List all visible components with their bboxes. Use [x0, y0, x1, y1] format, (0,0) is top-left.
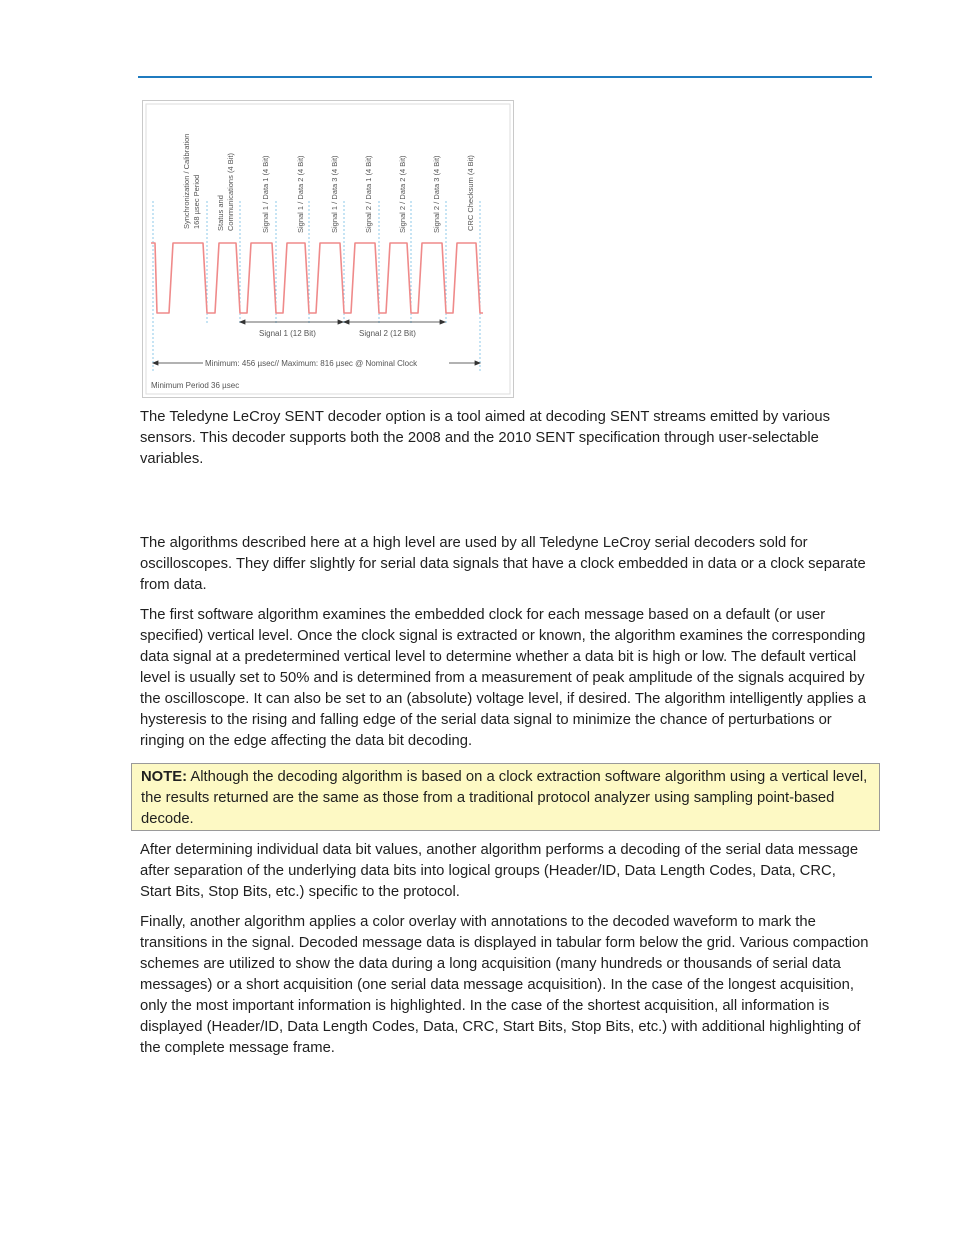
- field-label: CRC Checksum (4 Bit): [466, 155, 475, 231]
- signal1-span-label: Signal 1 (12 Bit): [259, 329, 316, 338]
- color-overlay-paragraph: Finally, another algorithm applies a color overlay with annotations to the decoded waveform to mark the transitions in the signal. Decoded message data is displayed in tabular form below the grid. Various compaction schemes are utilized to show the data during a long acquisition (many hundreds or thousands of serial data messages) or a short acquisition (one serial data message acquisition). In the case of the longest acquisition, only the most important information is highlighted. In the case of the shortest acquisition, all information is displayed (Header/ID, Data Length Codes, Data, CRC, Start Bits, Stop Bits, etc.) with additional highlighting of the complete message frame.: [140, 914, 869, 1056]
- signal2-span-label: Signal 2 (12 Bit): [359, 329, 416, 338]
- note-box: [131, 763, 880, 831]
- field-label: Status and: [216, 195, 225, 231]
- field-label: Signal 1 / Data 1 (4 Bit): [261, 155, 270, 233]
- note-label: NOTE:: [141, 769, 188, 785]
- field-label: Communications (4 Bit): [226, 153, 235, 231]
- field-label: Signal 2 / Data 3 (4 Bit): [432, 155, 441, 233]
- bit-grouping-paragraph: After determining individual data bit values, another algorithm performs a decoding of the serial data message after separation of the underlying data bits into logical groups (Header/ID, Data Length Codes, Data, CRC, Start Bits, Stop Bits, etc.) specific to the protocol.: [140, 842, 859, 900]
- inner-frame: [146, 104, 510, 394]
- header-rule: [138, 76, 872, 78]
- field-label: Signal 2 / Data 2 (4 Bit): [398, 155, 407, 233]
- sent-waveform: [151, 243, 483, 313]
- field-label: Signal 1 / Data 2 (4 Bit): [296, 155, 305, 233]
- algorithm-overview-paragraph: The algorithms described here at a high level are used by all Teledyne LeCroy serial decoders sold for oscilloscopes. They differ slightly for serial data signals that have a clock embedded in data or a clock separate from data.: [140, 535, 866, 593]
- sent-frame-diagram: [142, 100, 514, 398]
- note-text: Although the decoding algorithm is based on a clock extraction software algorithm using a vertical level, the results returned are the same as those from a traditional protocol analyzer using sampling point-based decode.: [141, 769, 868, 827]
- min-period-label: Minimum Period 36 µsec: [151, 381, 240, 390]
- range-label: Minimum: 456 µsec// Maximum: 816 µsec @ Nominal Clock: [205, 359, 418, 368]
- intro-paragraph: The Teledyne LeCroy SENT decoder option is a tool aimed at decoding SENT streams emitted by various sensors. This decoder supports both the 2008 and the 2010 SENT specification through user-selectable variables.: [140, 409, 831, 467]
- guide-lines: [153, 201, 480, 373]
- field-label: Signal 2 / Data 1 (4 Bit): [364, 155, 373, 233]
- clock-extraction-paragraph: The first software algorithm examines the embedded clock for each message based on a default (or user specified) vertical level. Once the clock signal is extracted or known, the algorithm examines the corresponding data signal at a predetermined vertical level to determine whether a data bit is high or low. The default vertical level is usually set to 50% and is determined from a measurement of peak amplitude of the signals acquired by the oscilloscope. It can also be set to an (absolute) voltage level, if desired. The algorithm intelligently applies a hysteresis to the rising and falling edge of the serial data signal to minimize the chance of perturbations or ringing on the edge affecting the data bit decoding.: [140, 607, 867, 749]
- field-label: Signal 1 / Data 3 (4 Bit): [330, 155, 339, 233]
- field-label: Synchronization / Calibration: [182, 133, 191, 229]
- field-label: 168 µsec Period: [192, 174, 201, 229]
- sent-frame-svg: [143, 101, 513, 397]
